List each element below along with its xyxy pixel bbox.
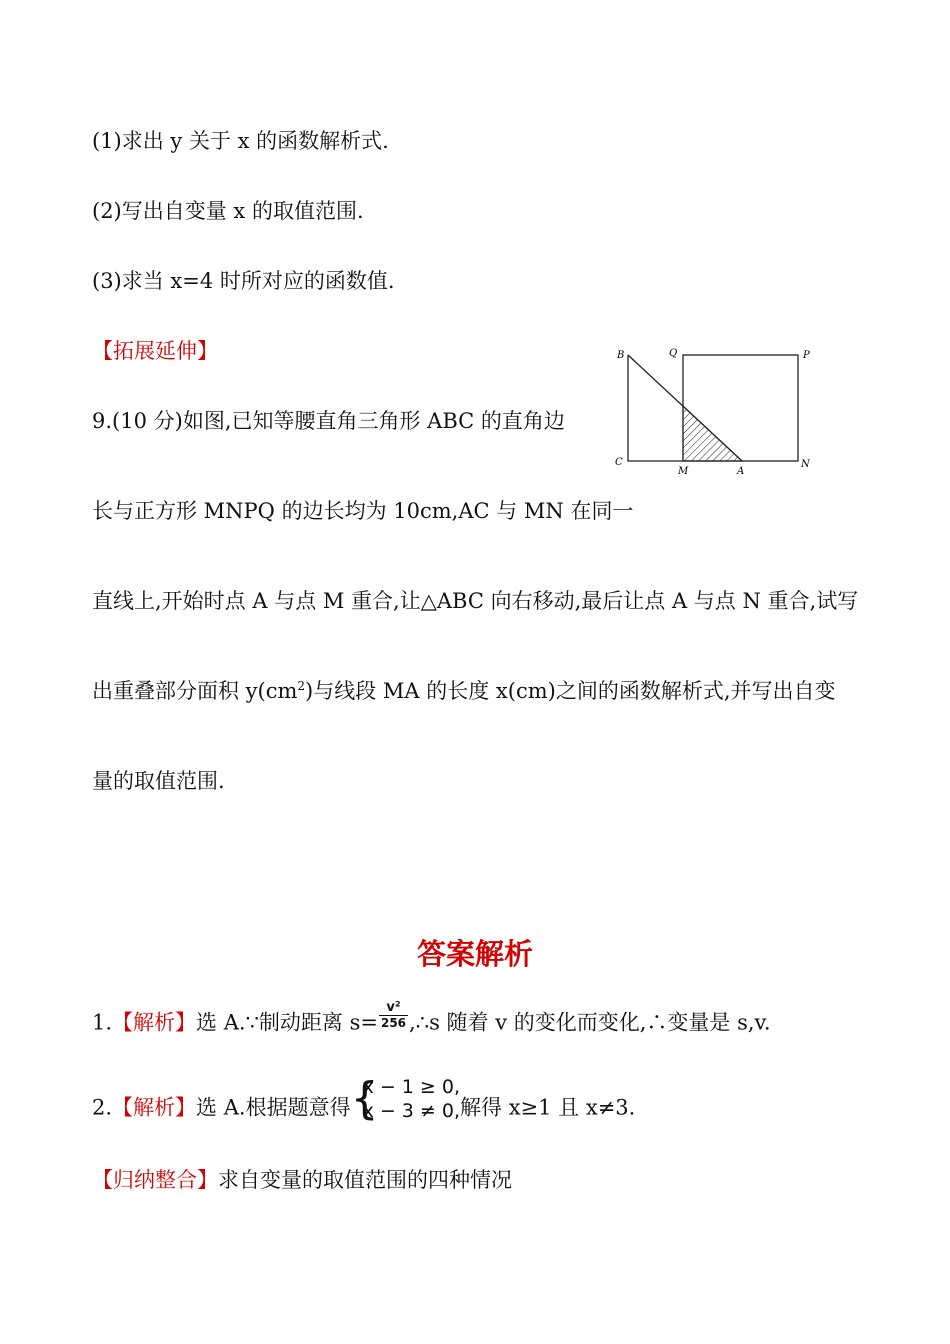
question-9-line-4 xyxy=(92,678,836,704)
answer-2 xyxy=(92,1073,636,1133)
question-9-line-4-end: )与线段 MA 的长度 x(cm)之间的函数解析式,并写出自变 xyxy=(305,679,836,703)
fraction-v-squared-over-256 xyxy=(379,1000,408,1030)
superscript-two: 2 xyxy=(297,679,306,693)
question-9-line-3: 直线上,开始时点 A 与点 M 重合,让△ABC 向右移动,最后让点 A 与点 N 重合,试写 xyxy=(92,589,859,613)
answer-2-text-start: 选 A.根据题意得 xyxy=(196,1095,351,1120)
question-9-line-1: 9.(10 分)如图,已知等腰直角三角形 ABC 的直角边 xyxy=(92,409,565,433)
label-m: M xyxy=(678,466,689,477)
answer-1-number: 1. xyxy=(92,1010,113,1035)
question-8-part-1: (1)求出 y 关于 x 的函数解析式. xyxy=(92,129,389,153)
system-row-1: x − 1 ≥ 0, xyxy=(362,1076,461,1098)
question-9-line-2: 长与正方形 MNPQ 的边长均为 10cm,AC 与 MN 在同一 xyxy=(92,499,634,523)
question-9-line-4-start: 出重叠部分面积 y(cm xyxy=(92,679,298,703)
extension-heading: 【拓展延伸】 xyxy=(92,339,218,363)
question-9-line-5: 量的取值范围. xyxy=(92,769,225,793)
label-p: P xyxy=(803,350,810,361)
answers-title: 答案解析 xyxy=(416,937,533,971)
summary-line xyxy=(92,1167,512,1193)
label-c: C xyxy=(615,457,623,468)
answer-1-text-end: ,∴s 随着 v 的变化而变化,∴变量是 s,v. xyxy=(409,1010,771,1035)
inequality-system xyxy=(351,1075,460,1123)
brace-icon: { xyxy=(350,1073,379,1124)
answer-2-tag: 【解析】 xyxy=(112,1095,197,1120)
answer-2-text-end: 解得 x≥1 且 x≠3. xyxy=(460,1095,636,1120)
label-n: N xyxy=(801,459,810,470)
question-8-part-2: (2)写出自变量 x 的取值范围. xyxy=(92,199,364,223)
label-q: Q xyxy=(669,348,678,359)
question-8-part-3: (3)求当 x=4 时所对应的函数值. xyxy=(92,269,395,293)
answer-1 xyxy=(92,1000,771,1039)
answer-1-tag: 【解析】 xyxy=(112,1010,197,1035)
answer-2-number: 2. xyxy=(92,1095,113,1120)
answer-1-text-start: 选 A.∵制动距离 s= xyxy=(196,1010,378,1035)
summary-tag: 【归纳整合】 xyxy=(92,1168,218,1192)
fraction-numerator: v² xyxy=(386,1000,401,1015)
overlap-region xyxy=(683,406,742,461)
triangle-square-figure xyxy=(612,342,818,480)
system-row-2: x − 3 ≠ 0, xyxy=(362,1100,461,1122)
label-a: A xyxy=(737,466,745,477)
summary-text: 求自变量的取值范围的四种情况 xyxy=(218,1168,512,1192)
label-b: B xyxy=(617,350,625,361)
fraction-denominator: 256 xyxy=(380,1016,407,1030)
